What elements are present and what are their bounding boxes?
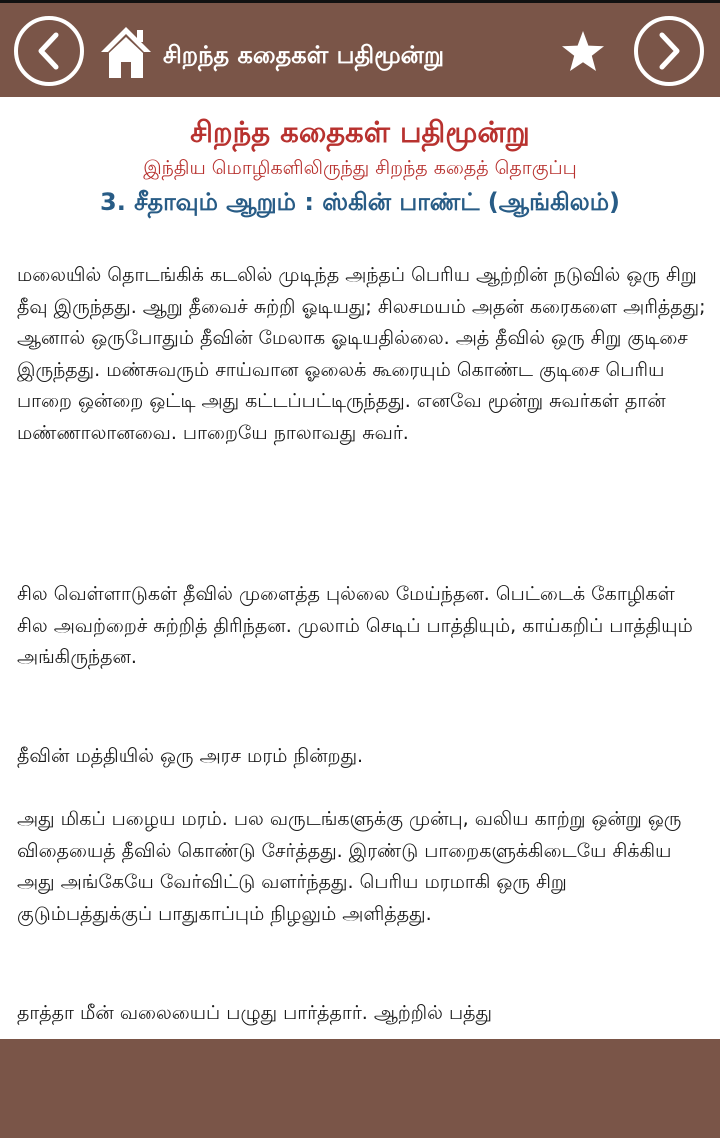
story-title: சிறந்த கதைகள் பதிமூன்று: [190, 115, 530, 149]
story-paragraph: அது மிகப் பழைய மரம். பல வருடங்களுக்கு முன்பு, வலிய காற்று ஒன்று ஒரு விதையைத் தீவில் கொண்டு சேர்த்தது. இரண்டு பாறைகளுக்கிடையே சிக்கிய அது அங்கேயே வேர்விட்டு வளர்ந்தது. பெரிய மரமாகி ஒரு சிறு குடும்பத்துக்குப் பாதுகாப்பும் நிழலும் அளித்தது.: [17, 808, 682, 925]
star-icon[interactable]: [560, 29, 606, 73]
app-title: சிறந்த கதைகள் பதிமூன்று: [163, 41, 445, 69]
top-app-bar: [0, 0, 720, 97]
chevron-right-icon: [652, 31, 686, 71]
chevron-left-icon: [32, 31, 66, 71]
back-button[interactable]: [14, 16, 84, 86]
next-button[interactable]: [634, 16, 704, 86]
story-paragraph: தாத்தா மீன் வலையைப் பழுது பார்த்தார். ஆற்றில் பத்து: [17, 1002, 492, 1024]
story-paragraph: தீவின் மத்தியில் ஒரு அரச மரம் நின்றது.: [17, 745, 364, 767]
story-content[interactable]: [0, 97, 720, 1039]
story-paragraph: மலையில் தொடங்கிக் கடலில் முடிந்த அந்தப் பெரிய ஆற்றின் நடுவில் ஒரு சிறு தீவு இருந்தது. ஆறு தீவைச் சுற்றி ஓடியது; சிலசமயம் அதன் கரைகளை அரித்தது; ஆனால் ஒருபோதும் தீவின் மேலாக ஓடியதில்லை. அத் தீவில் ஒரு சிறு குடிசை இருந்தது. மண்சுவரும் சாய்வான ஓலைக் கூரையும் கொண்ட குடிசை பெரிய பாறை ஒன்றை ஒட்டி அது கட்டப்பட்டிருந்தது. எனவே மூன்று சுவர்கள் தான் மண்ணாலானவை. பாறையே நாலாவது சுவர்.: [17, 264, 706, 444]
story-subtitle: இந்திய மொழிகளிலிருந்து சிறந்த கதைத் தொகுப்பு: [143, 157, 577, 179]
home-icon[interactable]: [100, 25, 152, 79]
bottom-bar: [0, 1039, 720, 1138]
chapter-heading: 3. சீதாவும் ஆறும் : ஸ்கின் பாண்ட் (ஆங்கிலம்): [100, 188, 620, 216]
story-paragraph: சில வெள்ளாடுகள் தீவில் முளைத்த புல்லை மேய்ந்தன. பெட்டைக் கோழிகள் சில அவற்றைச் சுற்றித் திரிந்தன. முலாம் செடிப் பாத்தியும், காய்கறிப் பாத்தியும் அங்கிருந்தன.: [17, 583, 693, 668]
